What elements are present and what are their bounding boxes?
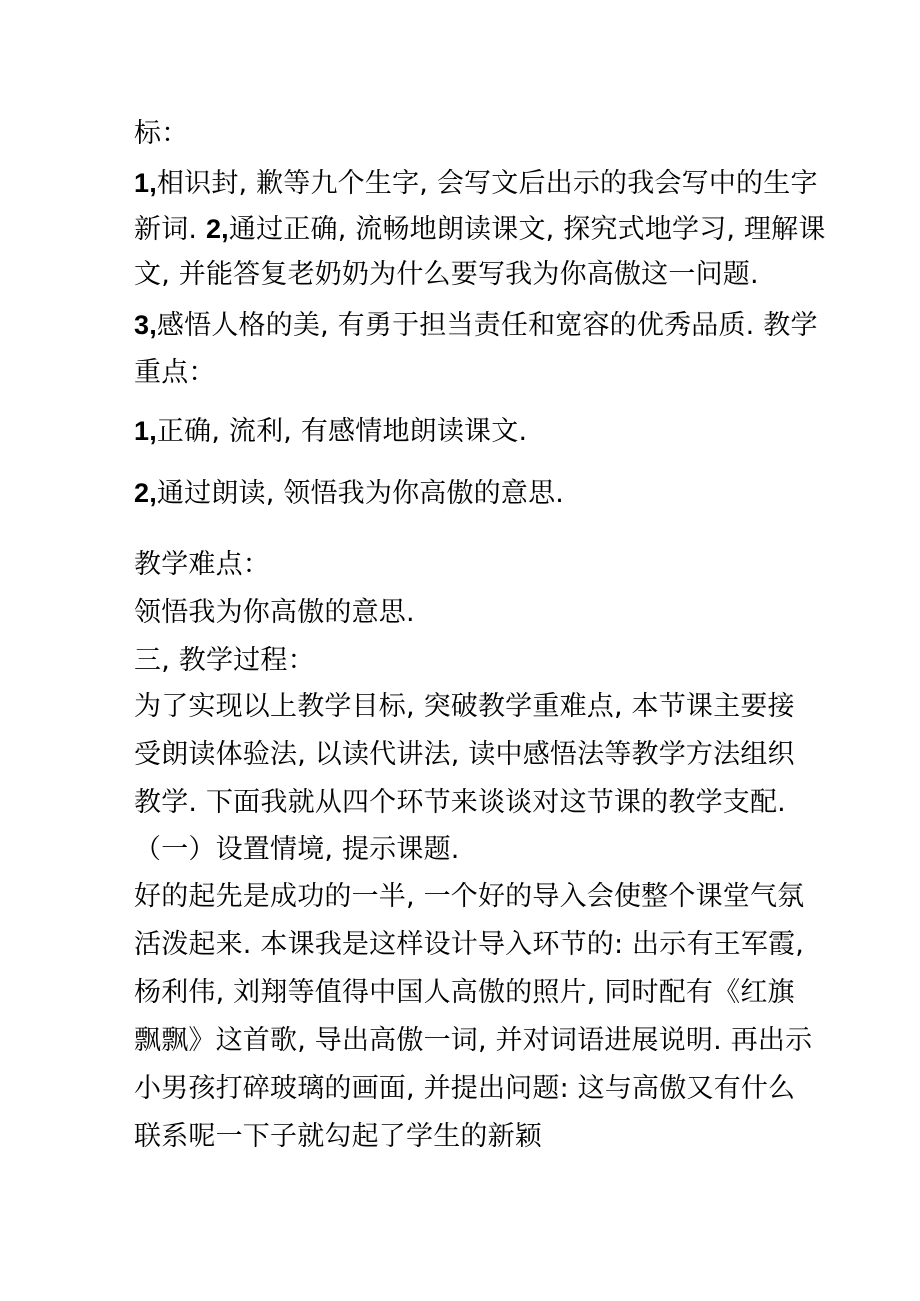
line-text: （一）设置情境, 提示课题. xyxy=(134,834,460,865)
line-text: 新词. xyxy=(134,214,206,245)
text-line xyxy=(134,117,188,151)
text-line xyxy=(134,690,795,724)
list-number: 2, xyxy=(134,478,157,508)
text-line xyxy=(134,166,818,201)
text-line xyxy=(134,880,804,914)
list-number: 2, xyxy=(205,214,229,244)
line-text: 领悟我为你高傲的意思. xyxy=(134,597,415,628)
text-line xyxy=(134,976,795,1010)
line-text: 通过朗读, 领悟我为你高傲的意思. xyxy=(156,478,565,509)
line-text: 教学. 下面我就从四个环节来谈谈对这节课的教学支配. xyxy=(134,787,786,818)
text-line xyxy=(134,356,216,390)
text-line xyxy=(134,548,270,582)
text-line xyxy=(134,928,804,962)
line-text: 文, 并能答复老奶奶为什么要写我为你高傲这一问题. xyxy=(134,259,759,290)
text-line xyxy=(134,308,818,343)
line-text: 受朗读体验法, 以读代讲法, 读中感悟法等教学方法组织 xyxy=(134,739,795,770)
line-text: 教学难点： xyxy=(134,549,270,580)
text-line xyxy=(134,786,786,820)
line-text: 感悟人格的美, 有勇于担当责任和宽容的优秀品质. 教学 xyxy=(156,310,818,341)
list-number: 3, xyxy=(134,310,157,340)
line-text: 三, 教学过程： xyxy=(134,645,315,676)
line-text: 正确, 流利, 有感情地朗读课文. xyxy=(156,416,528,447)
line-text: 重点： xyxy=(134,357,216,388)
line-text: 为了实现以上教学目标, 突破教学重难点, 本节课主要接 xyxy=(134,691,795,722)
text-line xyxy=(134,212,826,247)
line-text: 飘飘》这首歌, 导出高傲一词, 并对词语进展说明. 再出示 xyxy=(134,1025,813,1056)
line-text: 标： xyxy=(134,118,189,149)
text-line xyxy=(134,644,315,678)
list-number: 1, xyxy=(134,168,157,198)
line-text: 活泼起来. 本课我是这样设计导入环节的: 出示有王军霞, xyxy=(134,929,805,960)
line-text: 杨利伟, 刘翔等值得中国人高傲的照片, 同时配有《红旗 xyxy=(134,977,795,1008)
text-line xyxy=(134,738,795,772)
text-line xyxy=(134,258,759,292)
text-line xyxy=(134,1120,542,1154)
text-line xyxy=(134,414,527,449)
list-number: 1, xyxy=(134,416,157,446)
line-text: 相识封, 歉等九个生字, 会写文后出示的我会写中的生字 xyxy=(156,168,818,199)
line-text: 联系呢一下子就勾起了学生的新颖 xyxy=(134,1121,542,1152)
text-line xyxy=(134,1024,812,1058)
line-text: 好的起先是成功的一半, 一个好的导入会使整个课堂气氛 xyxy=(134,881,805,912)
text-line xyxy=(134,596,415,630)
text-line xyxy=(134,476,564,511)
line-text: 通过正确, 流畅地朗读课文, 探究式地学习, 理解课 xyxy=(228,214,826,245)
line-text: 小男孩打碎玻璃的画面, 并提出问题: 这与高傲又有什么 xyxy=(134,1073,796,1104)
text-line xyxy=(134,833,460,867)
text-line xyxy=(134,1072,795,1106)
